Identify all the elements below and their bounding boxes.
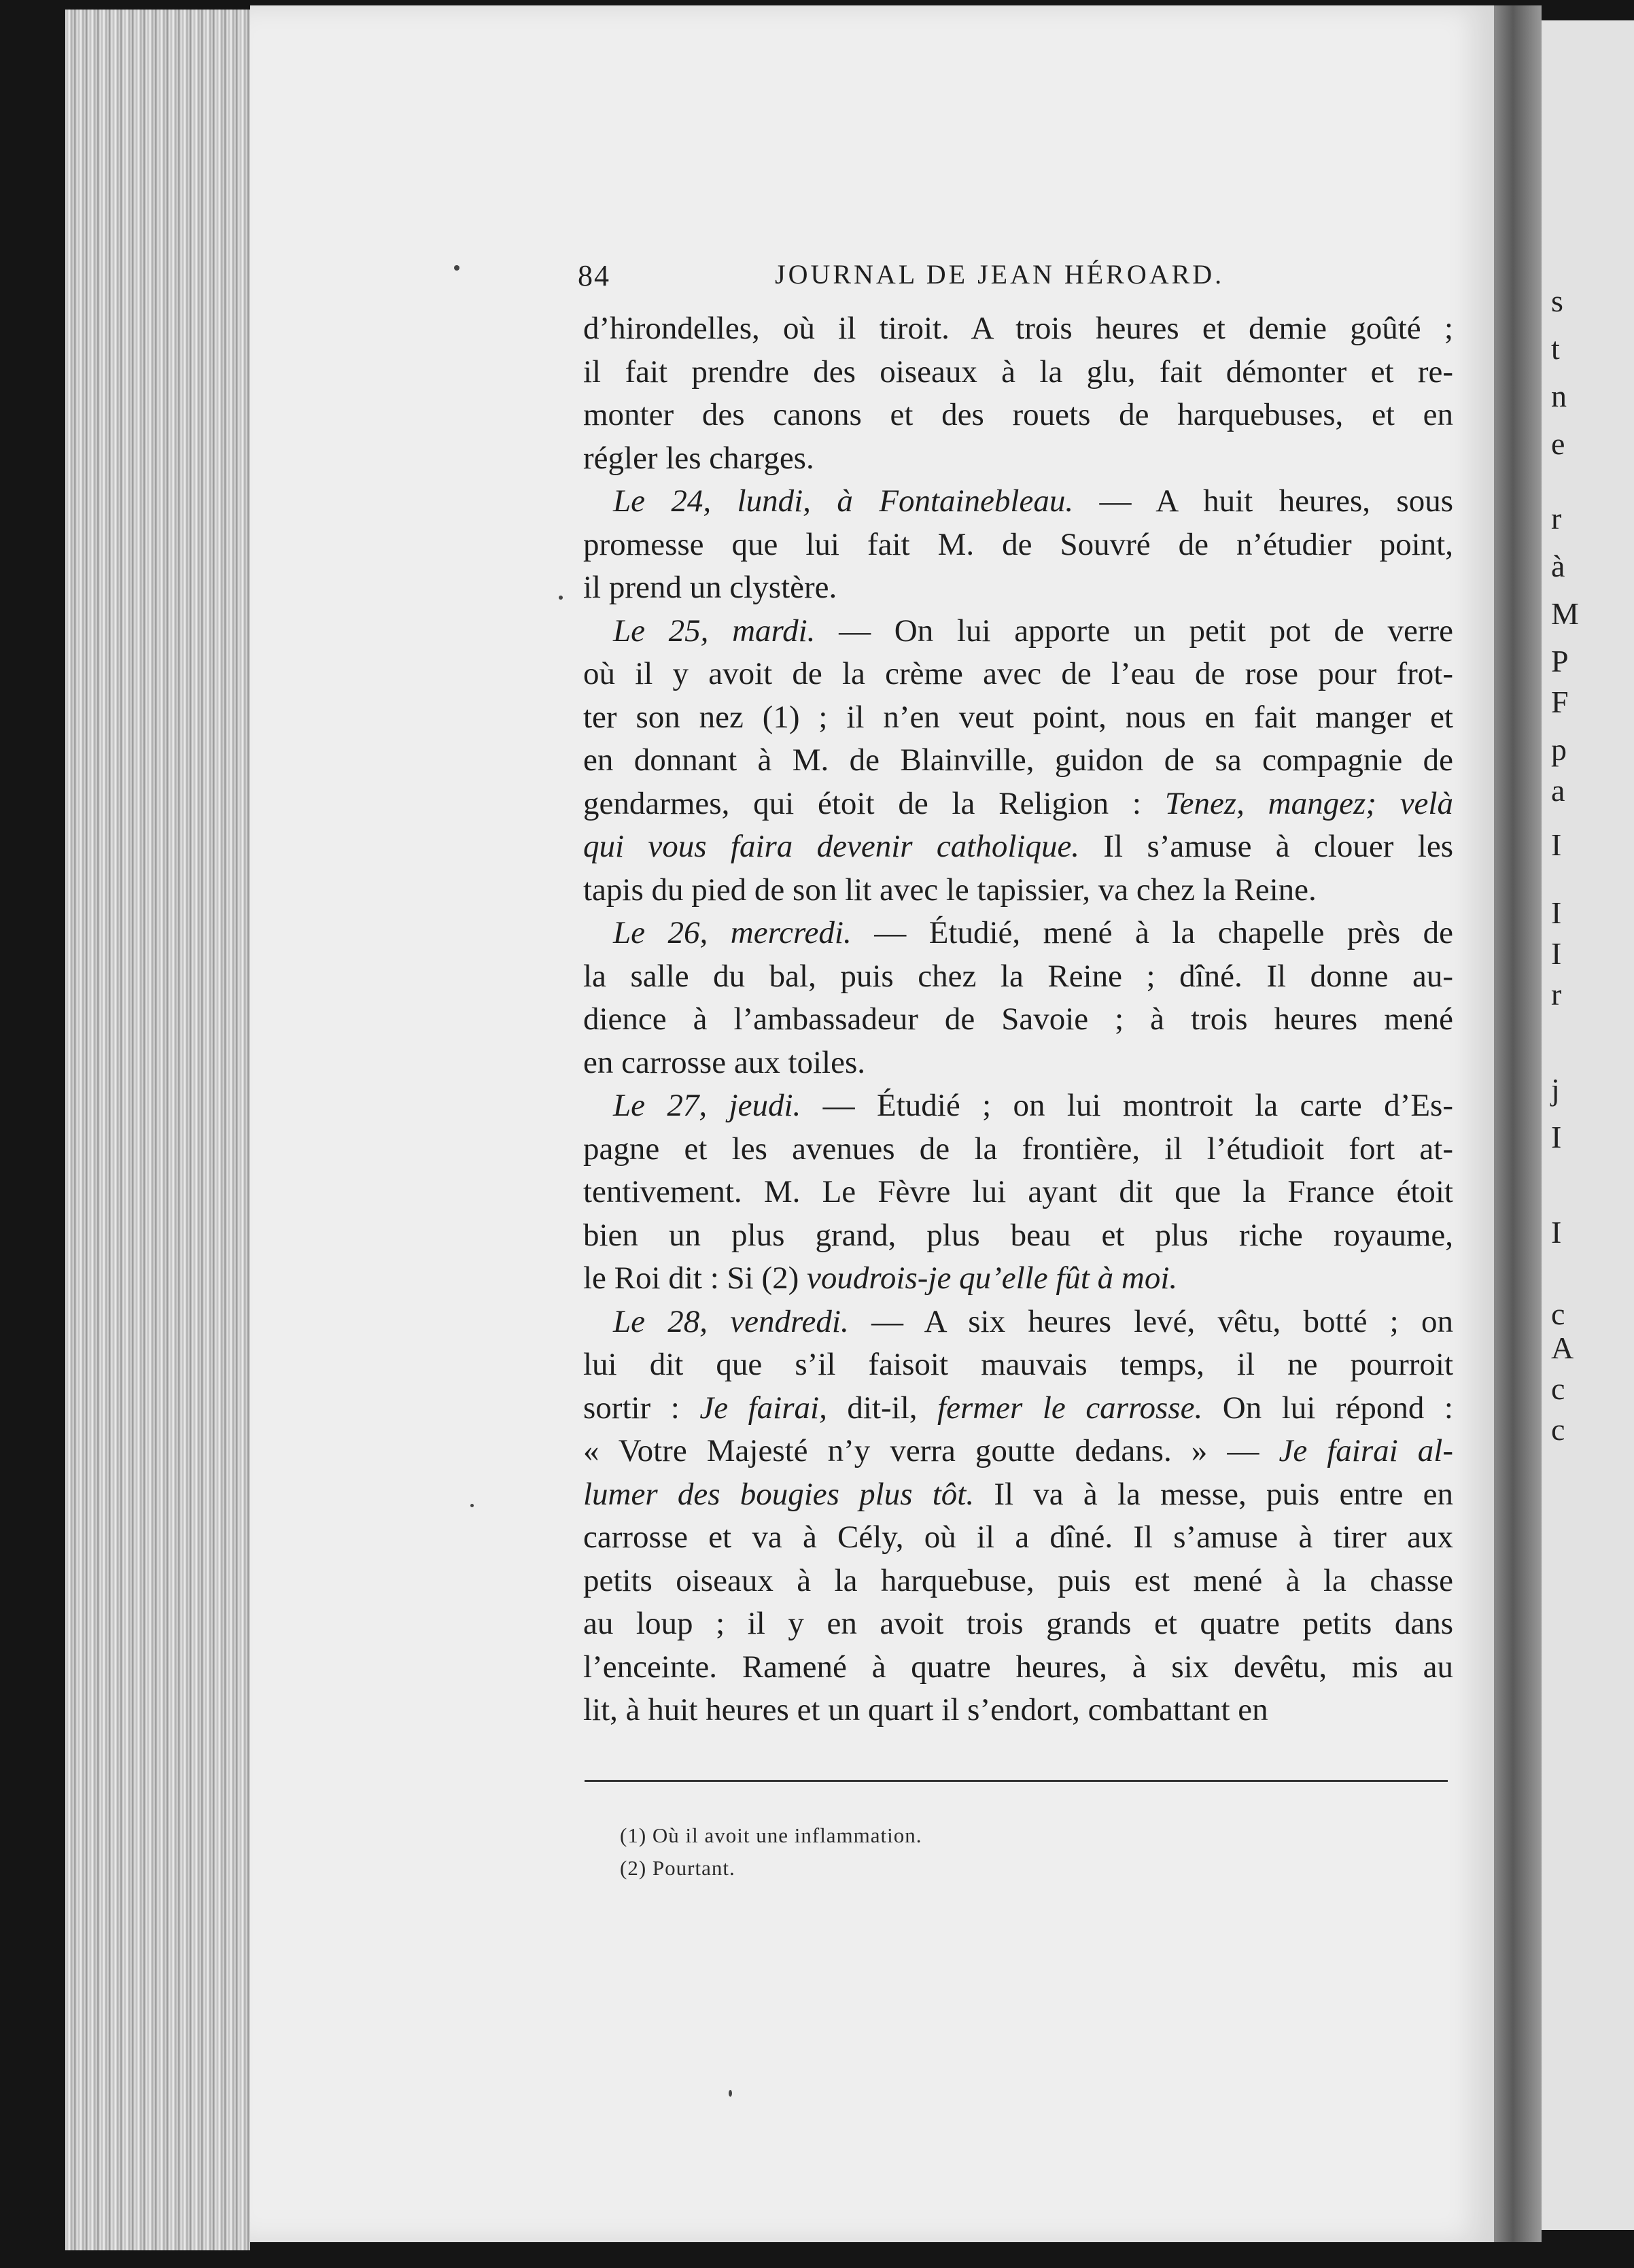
facing-page-letter: j (1551, 1072, 1560, 1107)
facing-page-letter: I (1551, 1120, 1562, 1154)
text-line: le Roi dit : Si (2) voudrois-je qu’elle fût à moi. (583, 1260, 1178, 1296)
text-line: en carrosse aux toiles. (583, 1044, 866, 1080)
facing-page-letter: à (1551, 549, 1565, 583)
text-line: dience à l’ambassadeur de Savoie ; à trois heures mené (583, 1001, 1453, 1037)
facing-page-letter: t (1551, 331, 1560, 366)
book-page-edges (65, 10, 250, 2250)
text-line: régler les charges. (583, 440, 814, 476)
text-line: tapis du pied de son lit avec le tapissier, va chez la Reine. (583, 872, 1317, 908)
text-line: l’enceinte. Ramené à quatre heures, à six devêtu, mis au (583, 1649, 1453, 1685)
text-line: carrosse et va à Cély, où il a dîné. Il s’amuse à tirer aux (583, 1519, 1453, 1555)
text-line: tentivement. M. Le Fèvre lui ayant dit que la France étoit (583, 1174, 1453, 1209)
facing-page-letter: I (1551, 827, 1562, 862)
text-line: d’hirondelles, où il tiroit. A trois heures et demie goûté ; (583, 311, 1453, 346)
running-title: JOURNAL DE JEAN HÉROARD. (775, 259, 1225, 290)
scan-speck (454, 265, 459, 271)
running-header (578, 258, 1448, 299)
footnote: (1) Où il avoit une inflammation. (620, 1823, 922, 1847)
facing-page-letter: c (1551, 1296, 1565, 1331)
facing-page-letter: A (1551, 1330, 1574, 1365)
text-line: lumer des bougies plus tôt. Il va à la messe, puis entre en (583, 1476, 1453, 1512)
book-gutter (1494, 5, 1542, 2242)
text-line: Le 25, mardi. — On lui apporte un petit pot de verre (613, 613, 1454, 649)
text-line: promesse que lui fait M. de Souvré de n’étudier point, (583, 526, 1453, 562)
text-line: en donnant à M. de Blainville, guidon de sa compagnie de (583, 742, 1453, 778)
facing-page-letter: I (1551, 1215, 1562, 1250)
text-line: sortir : Je fairai, dit-il, fermer le carrosse. On lui répond : (583, 1390, 1453, 1426)
facing-page-letter: c (1551, 1412, 1565, 1447)
facing-page-letter: s (1551, 284, 1563, 318)
text-line: Le 26, mercredi. — Étudié, mené à la chapelle près de (613, 915, 1453, 950)
text-line: gendarmes, qui étoit de la Religion : Tenez, mangez; velà (583, 785, 1453, 821)
text-line: Le 24, lundi, à Fontainebleau. — A huit heures, sous (613, 483, 1453, 519)
scan-speck (470, 1504, 474, 1507)
text-line: Le 28, vendredi. — A six heures levé, vêtu, botté ; on (613, 1303, 1453, 1339)
text-line: où il y avoit de la crème avec de l’eau de rose pour frot- (583, 656, 1453, 691)
facing-page-letter: I (1551, 895, 1562, 930)
facing-page-letter: P (1551, 644, 1569, 678)
text-line: bien un plus grand, plus beau et plus riche royaume, (583, 1217, 1453, 1253)
text-line: qui vous faira devenir catholique. Il s’amuse à clouer les (583, 829, 1453, 864)
facing-page-letter: a (1551, 773, 1565, 808)
footnote: (2) Pourtant. (620, 1856, 735, 1880)
text-line: lit, à huit heures et un quart il s’endort, combattant en (583, 1692, 1268, 1728)
facing-page-letter: n (1551, 379, 1567, 413)
text-line: « Votre Majesté n’y verra goutte dedans. » — Je fairai al- (583, 1433, 1453, 1468)
facing-page-letter: F (1551, 685, 1569, 719)
text-line: ter son nez (1) ; il n’en veut point, nous en fait manger et (583, 699, 1453, 735)
text-line: au loup ; il y en avoit trois grands et quatre petits dans (583, 1606, 1453, 1641)
scan-speck (559, 596, 563, 600)
text-line: la salle du bal, puis chez la Reine ; dîné. Il donne au- (583, 958, 1453, 994)
text-line: pagne et les avenues de la frontière, il l’étudioit fort at- (583, 1131, 1453, 1167)
facing-page-letter: p (1551, 732, 1567, 767)
facing-page-letter: e (1551, 426, 1565, 461)
text-line: Le 27, jeudi. — Étudié ; on lui montroit la carte d’Es- (613, 1088, 1453, 1123)
facing-page-letter: r (1551, 501, 1562, 536)
body-text (583, 307, 1453, 1732)
text-line: il prend un clystère. (583, 570, 837, 605)
text-line: il fait prendre des oiseaux à la glu, fait démonter et re- (583, 354, 1453, 390)
facing-page-edge (1542, 20, 1634, 2230)
facing-page-letter: r (1551, 977, 1562, 1012)
facing-page-letter: I (1551, 936, 1562, 971)
facing-page-letter: c (1551, 1371, 1565, 1406)
facing-page-letter: M (1551, 596, 1579, 631)
text-line: monter des canons et des rouets de harquebuses, et en (583, 397, 1453, 432)
text-line: lui dit que s’il faisoit mauvais temps, il ne pourroit (583, 1347, 1453, 1382)
text-line: petits oiseaux à la harquebuse, puis est mené à la chasse (583, 1562, 1453, 1598)
footnote-divider (585, 1780, 1448, 1782)
scan-speck (729, 2090, 732, 2097)
footnotes (620, 1819, 922, 1885)
page-number: 84 (578, 259, 610, 292)
